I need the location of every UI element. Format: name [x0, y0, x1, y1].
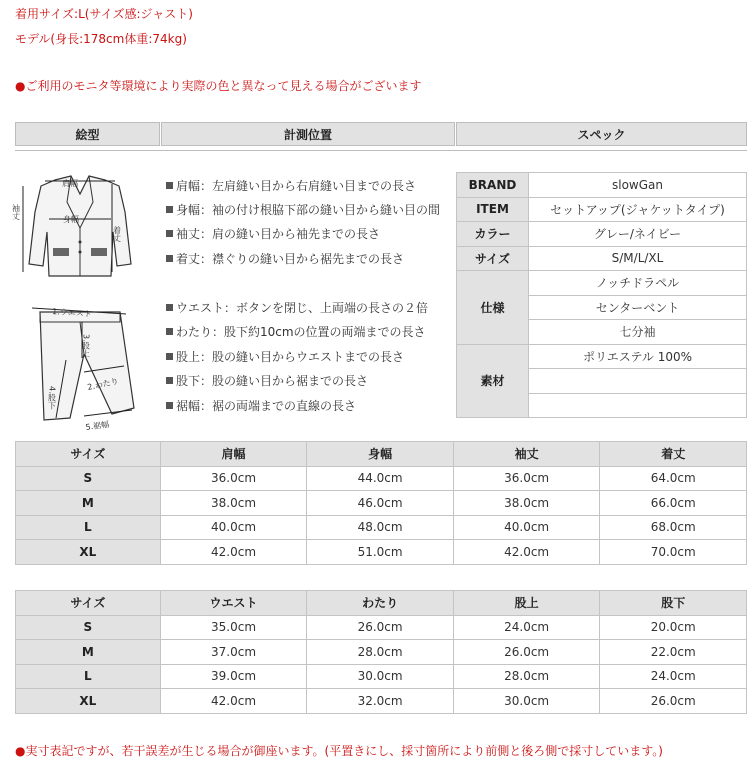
- column-header: わたり: [307, 591, 454, 616]
- spec-value: センターベント: [529, 295, 747, 320]
- size-cell: S: [16, 466, 161, 491]
- value-cell: 36.0cm: [453, 466, 600, 491]
- spec-value-empty: [529, 369, 747, 394]
- pants-label-hem: 5.裾幅: [85, 419, 110, 432]
- table-row: [16, 689, 747, 714]
- value-cell: 39.0cm: [160, 664, 307, 689]
- pants-measure-item: わたり：股下約10cmの位置の両端までの長さ: [166, 323, 426, 340]
- value-cell: 38.0cm: [453, 491, 600, 516]
- column-header: 股下: [600, 591, 747, 616]
- size-cell: M: [16, 640, 161, 665]
- spec-value: セットアップ(ジャケットタイプ): [529, 197, 747, 222]
- table-header-row: [16, 442, 747, 467]
- header-measure-position: 計測位置: [161, 122, 455, 146]
- spec-value-empty: [529, 393, 747, 418]
- spec-row-feature: [457, 271, 747, 296]
- value-cell: 28.0cm: [453, 664, 600, 689]
- size-cell: M: [16, 491, 161, 516]
- value-cell: 42.0cm: [160, 540, 307, 565]
- value-cell: 48.0cm: [307, 515, 454, 540]
- table-row: [16, 515, 747, 540]
- size-cell: L: [16, 664, 161, 689]
- value-cell: 40.0cm: [160, 515, 307, 540]
- jacket-measure-item: 身幅：袖の付け根脇下部の縫い目から縫い目の間: [166, 201, 440, 218]
- value-cell: 66.0cm: [600, 491, 747, 516]
- spec-row-brand: [457, 173, 747, 198]
- spec-value: S/M/L/XL: [529, 246, 747, 271]
- spec-row-size: [457, 246, 747, 271]
- spec-value: 七分袖: [529, 320, 747, 345]
- spec-key: BRAND: [457, 173, 529, 198]
- pants-measure-item: 股上：股の縫い目からウエストまでの長さ: [166, 348, 404, 365]
- spec-key: 素材: [457, 344, 529, 418]
- spec-value: ポリエステル 100%: [529, 344, 747, 369]
- column-header: 肩幅: [160, 442, 307, 467]
- table-row: [16, 491, 747, 516]
- table-row: [16, 540, 747, 565]
- spec-value: ノッチドラペル: [529, 271, 747, 296]
- pants-label-waist: 1.ウエスト: [51, 307, 93, 319]
- jacket-label-length: 着丈: [112, 226, 122, 242]
- pants-label-inseam: 4.股下: [47, 386, 57, 410]
- pants-label-rise: 3.股上: [81, 334, 91, 358]
- value-cell: 42.0cm: [160, 689, 307, 714]
- jacket-label-shoulder: 肩幅: [62, 179, 78, 188]
- jacket-size-table: [15, 441, 747, 565]
- column-header: 袖丈: [453, 442, 600, 467]
- spec-key: サイズ: [457, 246, 529, 271]
- spec-key: 仕様: [457, 271, 529, 345]
- pants-diagram: [22, 300, 162, 434]
- table-row: [16, 640, 747, 665]
- jacket-measure-item: 肩幅：左肩縫い目から右肩縫い目までの長さ: [166, 177, 416, 194]
- spec-row-material: [457, 344, 747, 369]
- column-header: 着丈: [600, 442, 747, 467]
- monitor-warning: ●ご利用のモニタ等環境により実際の色と異なって見える場合がございます: [15, 79, 422, 93]
- column-header: 股上: [453, 591, 600, 616]
- jacket-measure-item: 袖丈：肩の縫い目から袖先までの長さ: [166, 225, 380, 242]
- size-cell: L: [16, 515, 161, 540]
- value-cell: 26.0cm: [600, 689, 747, 714]
- worn-size-note: 着用サイズ:L(サイズ感:ジャスト): [15, 7, 193, 21]
- value-cell: 37.0cm: [160, 640, 307, 665]
- spec-value: グレー/ネイビー: [529, 222, 747, 247]
- table-row: [16, 466, 747, 491]
- value-cell: 42.0cm: [453, 540, 600, 565]
- size-cell: S: [16, 615, 161, 640]
- column-header: サイズ: [16, 442, 161, 467]
- value-cell: 51.0cm: [307, 540, 454, 565]
- column-header: 身幅: [307, 442, 454, 467]
- spec-table: [456, 172, 747, 418]
- spec-value: slowGan: [529, 173, 747, 198]
- jacket-label-sleeve: 袖丈: [11, 204, 21, 220]
- header-divider: [15, 150, 747, 151]
- value-cell: 28.0cm: [307, 640, 454, 665]
- spec-row-item: [457, 197, 747, 222]
- value-cell: 20.0cm: [600, 615, 747, 640]
- value-cell: 30.0cm: [453, 689, 600, 714]
- table-row: [16, 664, 747, 689]
- model-note: モデル(身長:178cm体重:74kg): [15, 32, 187, 46]
- spec-key: カラー: [457, 222, 529, 247]
- spec-row-color: [457, 222, 747, 247]
- value-cell: 24.0cm: [453, 615, 600, 640]
- value-cell: 32.0cm: [307, 689, 454, 714]
- value-cell: 24.0cm: [600, 664, 747, 689]
- value-cell: 36.0cm: [160, 466, 307, 491]
- jacket-label-body: 身幅: [63, 215, 79, 224]
- pants-measure-item: 股下：股の縫い目から裾までの長さ: [166, 372, 368, 389]
- size-cell: XL: [16, 540, 161, 565]
- column-header: サイズ: [16, 591, 161, 616]
- header-illustration: 絵型: [15, 122, 160, 146]
- size-cell: XL: [16, 689, 161, 714]
- jacket-diagram: [11, 172, 145, 284]
- table-row: [16, 615, 747, 640]
- pants-label-thigh: 2.わたり: [86, 376, 120, 392]
- column-header: ウエスト: [160, 591, 307, 616]
- value-cell: 64.0cm: [600, 466, 747, 491]
- spec-key: ITEM: [457, 197, 529, 222]
- value-cell: 38.0cm: [160, 491, 307, 516]
- header-spec: スペック: [456, 122, 747, 146]
- value-cell: 26.0cm: [307, 615, 454, 640]
- measure-warning: ●実寸表記ですが、若干誤差が生じる場合が御座います。(平置きにし、採寸箇所により前側と後ろ側で採寸しています。): [15, 744, 663, 758]
- value-cell: 40.0cm: [453, 515, 600, 540]
- pants-measure-item: ウエスト：ボタンを閉じ、上両端の長さの２倍: [166, 299, 428, 316]
- value-cell: 68.0cm: [600, 515, 747, 540]
- pants-measure-item: 裾幅：裾の両端までの直線の長さ: [166, 397, 356, 414]
- value-cell: 22.0cm: [600, 640, 747, 665]
- value-cell: 30.0cm: [307, 664, 454, 689]
- jacket-measure-item: 着丈：襟ぐりの縫い目から裾先までの長さ: [166, 250, 404, 267]
- pants-size-table: [15, 590, 747, 714]
- value-cell: 70.0cm: [600, 540, 747, 565]
- value-cell: 44.0cm: [307, 466, 454, 491]
- value-cell: 35.0cm: [160, 615, 307, 640]
- value-cell: 26.0cm: [453, 640, 600, 665]
- table-header-row: [16, 591, 747, 616]
- value-cell: 46.0cm: [307, 491, 454, 516]
